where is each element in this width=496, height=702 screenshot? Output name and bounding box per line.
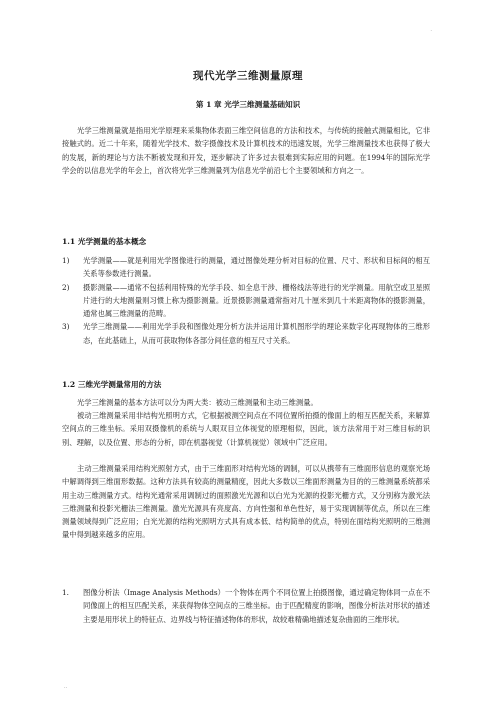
list-item-text: 光学三维测量——利用光学手段和图像处理分析方法并运用计算机图形学的理论来数字化再现物体的三维形态，在此基础上，从而可获取物体各部分间任意的相互尺寸关系。 — [83, 322, 430, 345]
section-heading-1-2: 1.2 三维光学测量常用的方法 — [62, 380, 162, 389]
methods-paragraph-2: 被动三维测量采用非结构光照明方式，它根据被测空间点在不同位置所拍摄的像面上的相互匹配关系，来解算空间点的三维坐标。采用双摄像机的系统与人眼双目立体视觉的原理相似，因此，该方法常用于对三维目标的识别、理解，以及位置、形态的分析，即在机器视觉（计算机视觉）领域中广泛应用。 — [62, 411, 430, 447]
list-item — [62, 281, 430, 321]
measurement-concepts-list — [62, 254, 430, 347]
header-mark: . — [430, 27, 432, 33]
section-heading-1-1: 1.1 光学测量的基本概念 — [62, 237, 147, 246]
list-item-number: 3) — [62, 322, 70, 332]
methods-list — [62, 586, 430, 626]
list-item-number: 1) — [62, 256, 70, 265]
list-item-text: 图像分析法（Image Analysis Methods）一个物体在两个不同位置上拍摄图像，通过确定物体同一点在不同像面上的相互匹配关系，来获得物体空间点的三维坐标。由于匹配精度的影响，图像分析法对形状的描述主要是用形状上的特征点、边界线与特征描述物体的形状，故较难精确地描述复杂曲面的三维形状。 — [83, 588, 430, 624]
list-item-number: 1. — [62, 588, 69, 597]
list-item — [62, 254, 430, 281]
list-item — [62, 320, 430, 347]
list-item-text: 光学测量——就是利用光学图像进行的测量，通过图像处理分析对目标的位置、尺寸、形状和目标间的相互关系等参数进行测量。 — [83, 256, 430, 279]
chapter-heading: 第 1 章 光学三维测量基础知识 — [195, 100, 301, 109]
list-item-number: 2) — [62, 282, 70, 292]
list-item-text: 摄影测量——通常不包括利用特殊的光学手段、如全息干涉、栅格线法等进行的光学测量。用航空或卫星照片进行的大地测量则习惯上称为摄影测量。近景摄影测量通常指对几十厘米到几十米距离物体的摄影测量，通常也属三维测量的范畴。 — [83, 282, 430, 319]
methods-paragraph-3: 主动三维测量采用结构光照射方式，由于三维面形对结构光场的调制，可以从携带有三维面形信息的观察光场中解调得到三维面形数据。这种方法具有较高的测量精度，因此大多数以三维面形测量为目的的三维测量系统都采用主动三维测量方式。结构光通常采用调制过的面照激光光源和以白光为光源的投影光栅方式，又分别称为激光法三维测量和投影光栅法三维测量。激光光源具有亮度高、方向性强和单色性好，易于实现调制等优点，所以在三维测量领域得到广泛应用；白光光源的结构光照明方式具有成本低、结构简单的优点，特别在面结构光照明的三维测量中得到越来越多的应用。 — [62, 464, 430, 540]
methods-paragraph-1: 光学三维测量的基本方法可以分为两大类：被动三维测量和主动三维测量。 — [77, 398, 318, 407]
document-title: 现代光学三维测量原理 — [193, 70, 303, 82]
intro-paragraph: 光学三维测量就是指用光学原理来采集物体表面三维空间信息的方法和技术，与传统的接触式测量相比，它非接触式的。近二十年来，随着光学技术、数字摄像技术及计算机技术的迅速发展，光学三维测量技术也获得了极大的发展，新的理论与方法不断被发现和开发，逐步解决了许多过去很难到实际应用的问题。在1994年的国际光学学会的以信息光学的年会上，首次将光学三维测量列为信息光学前沿七个主要领域和方向之一。 — [62, 126, 430, 175]
footer-mark: .. — [64, 684, 68, 690]
list-item — [62, 586, 430, 626]
